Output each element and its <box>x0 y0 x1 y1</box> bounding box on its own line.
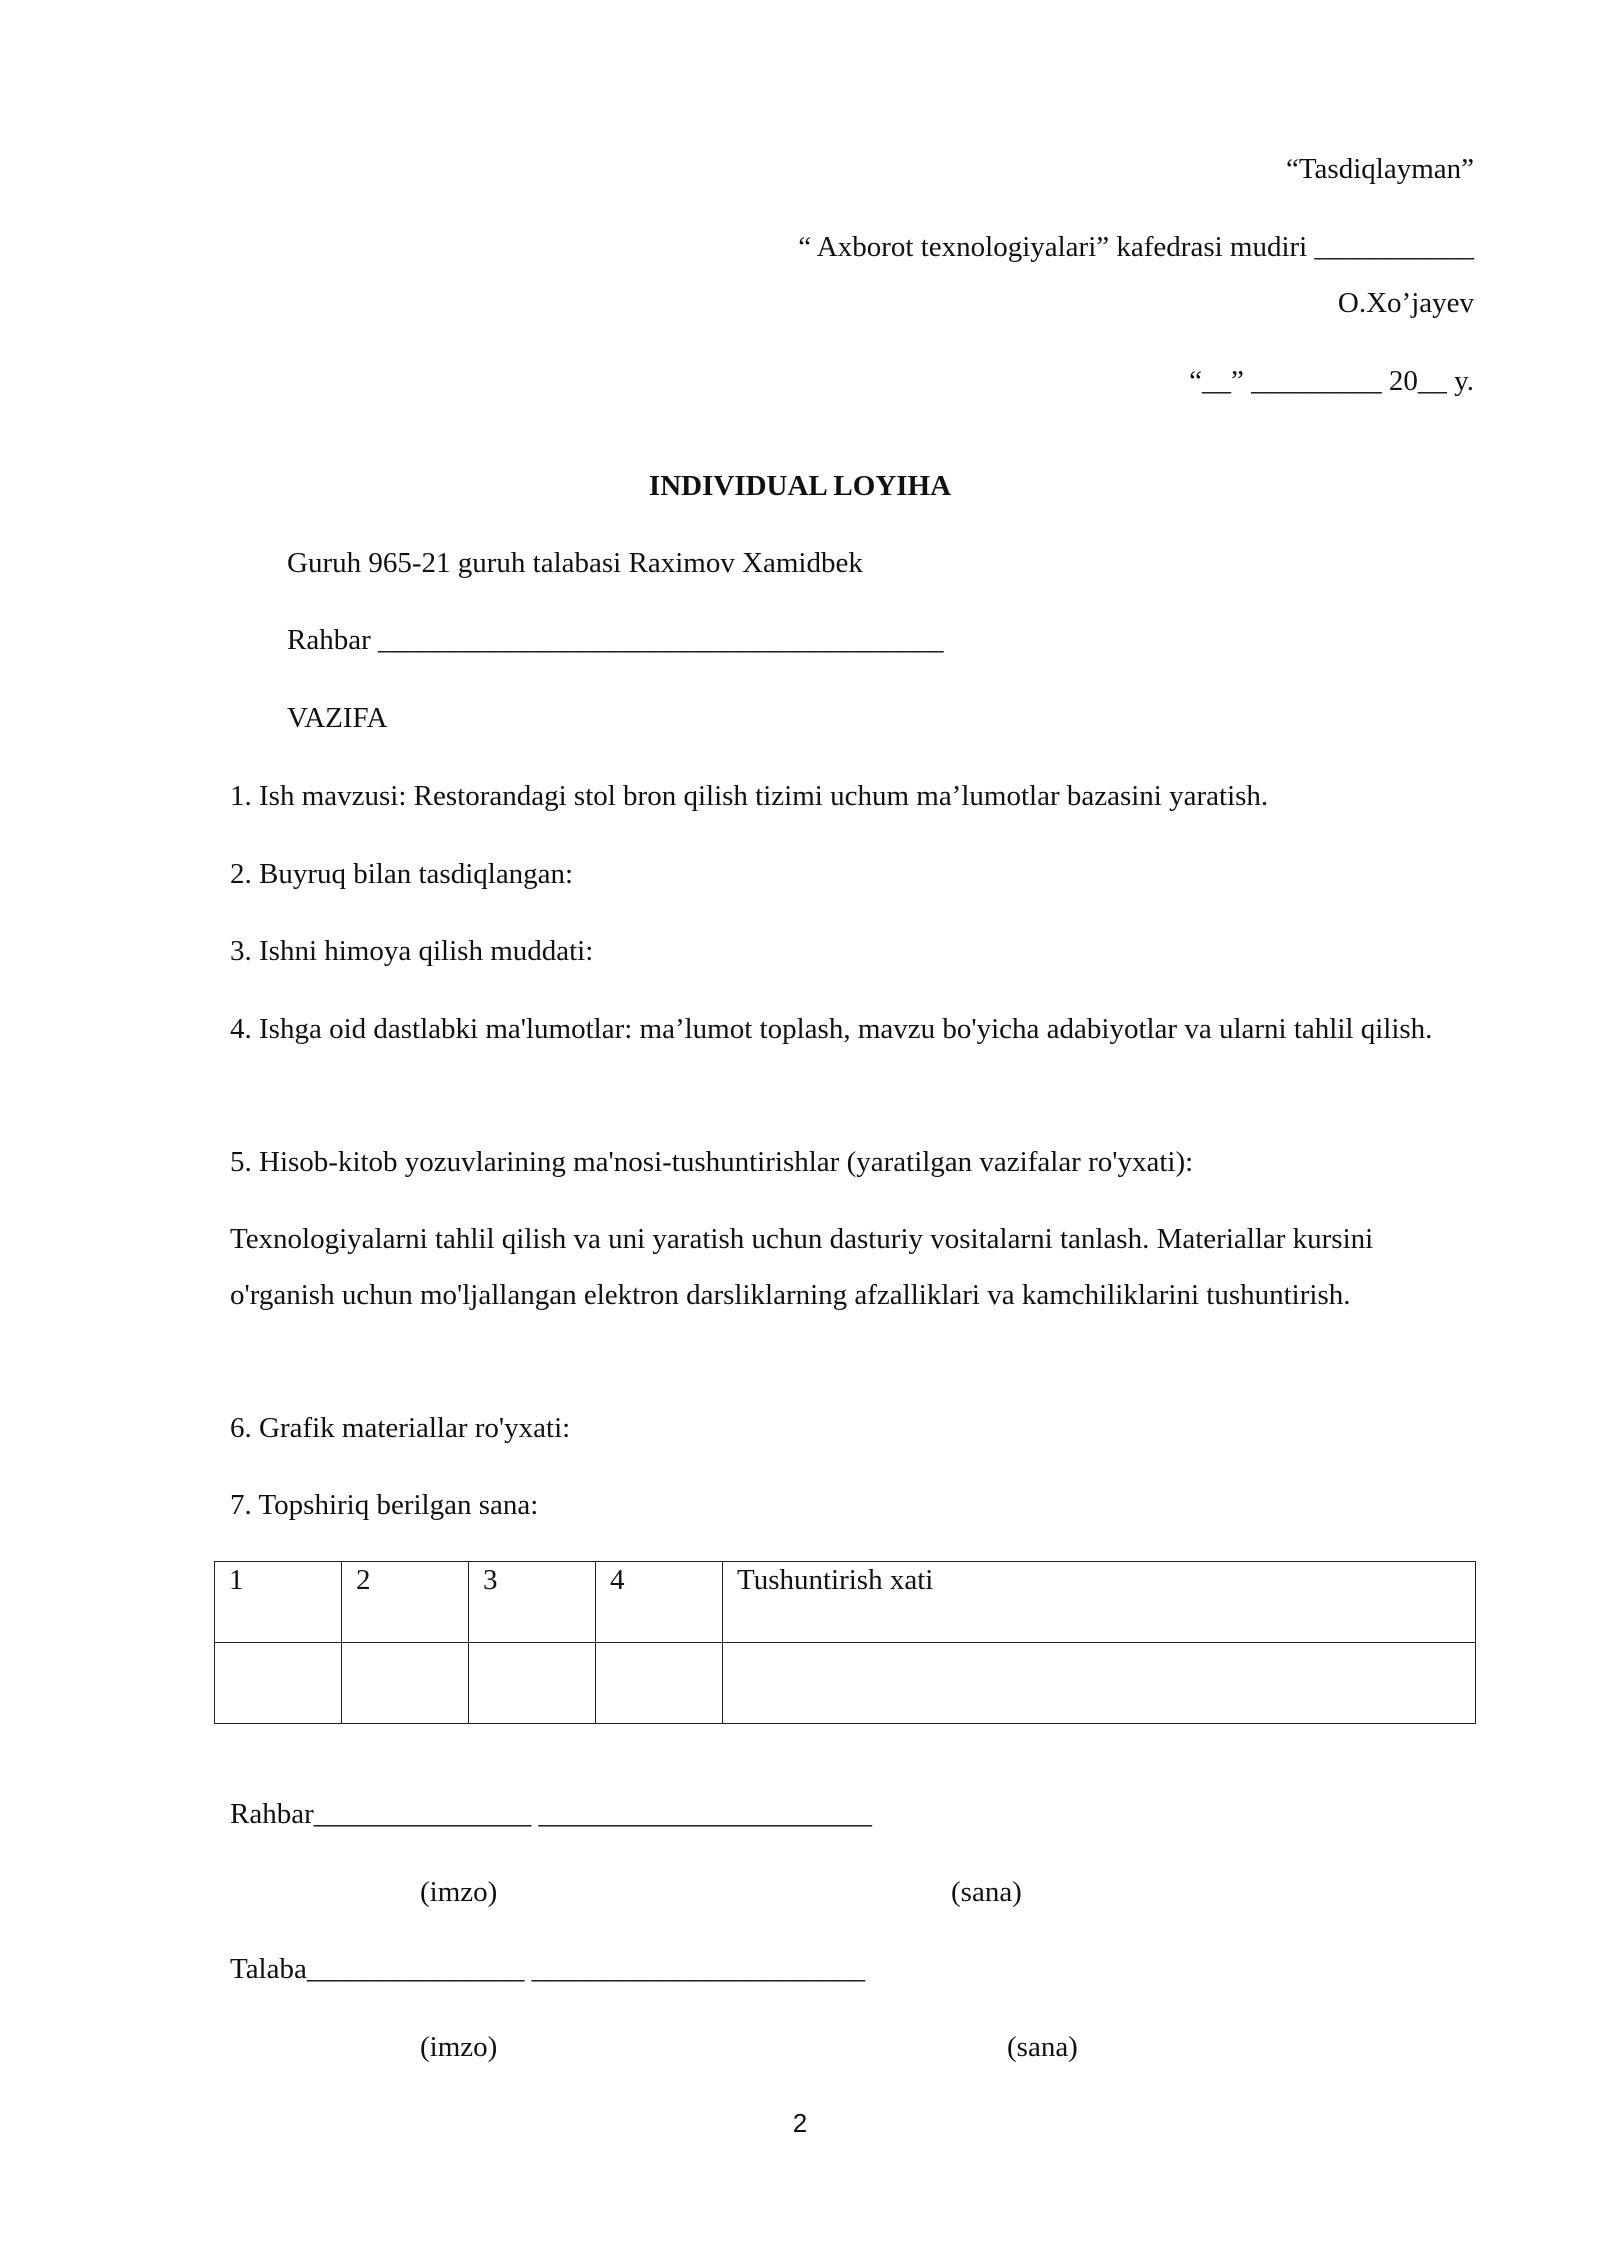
document-title: INDIVIDUAL LOYIHA <box>648 470 952 502</box>
task-item-1: 1. Ish mavzusi: Restorandagi stol bron qilish tizimi uchum ma’lumotlar bazasini yaratish. <box>230 780 1269 812</box>
task-item-5: 5. Hisob-kitob yozuvlarining ma'nosi-tushuntirishlar (yaratilgan vazifalar ro'yxati): <box>230 1146 1194 1178</box>
supervisor-date-caption: (sana) <box>951 1876 1022 1908</box>
table-cell <box>723 1643 1476 1724</box>
table-header-row <box>215 1562 1476 1643</box>
table-header-cell: 4 <box>596 1562 723 1643</box>
table-cell <box>469 1643 596 1724</box>
task-item-3: 3. Ishni himoya qilish muddati: <box>230 935 594 967</box>
table-row <box>215 1643 1476 1724</box>
table-cell <box>596 1643 723 1724</box>
table-cell <box>342 1643 469 1724</box>
task-item-2: 2. Buyruq bilan tasdiqlangan: <box>230 858 574 890</box>
table-header-cell: 3 <box>469 1562 596 1643</box>
page-number: 2 <box>792 2108 808 2138</box>
table-header-cell: Tushuntirish xati <box>723 1562 1476 1643</box>
task-item-5-description: Texnologiyalarni tahlil qilish va uni yaratish uchun dasturiy vositalarni tanlash. Materiallar kursini o'rganish uchun mo'ljallangan elektron darsliklarning afzalliklari va kamchiliklarini tushuntirish. <box>230 1223 1374 1311</box>
task-heading: VAZIFA <box>287 702 388 734</box>
student-line: Guruh 965-21 guruh talabasi Raximov Xamidbek <box>287 547 863 579</box>
supervisor-line: Rahbar _______________________________________ <box>287 624 944 656</box>
table-header-cell: 1 <box>215 1562 342 1643</box>
task-item-7: 7. Topshiriq berilgan sana: <box>230 1489 539 1521</box>
approval-title: “Tasdiqlayman” <box>1285 153 1474 185</box>
department-head-line: “ Axborot texnologiyalari” kafedrasi mudiri ___________ <box>798 231 1474 263</box>
schedule-table <box>214 1561 1476 1724</box>
student-signature-caption: (imzo) <box>420 2031 498 2063</box>
approval-date-line: “__” _________ 20__ y. <box>1189 365 1474 397</box>
table-cell <box>215 1643 342 1724</box>
supervisor-signature-caption: (imzo) <box>420 1876 498 1908</box>
approver-name: O.Xo’jayev <box>1337 287 1474 319</box>
supervisor-signature-line: Rahbar_______________ _______________________ <box>230 1798 872 1830</box>
task-item-4: 4. Ishga oid dastlabki ma'lumotlar: ma’lumot toplash, mavzu bo'yicha adabiyotlar va ularni tahlil qilish. <box>230 1013 1433 1045</box>
table-header-cell: 2 <box>342 1562 469 1643</box>
student-date-caption: (sana) <box>1007 2031 1078 2063</box>
task-item-6: 6. Grafik materiallar ro'yxati: <box>230 1412 571 1444</box>
student-signature-line: Talaba_______________ _______________________ <box>230 1953 866 1985</box>
